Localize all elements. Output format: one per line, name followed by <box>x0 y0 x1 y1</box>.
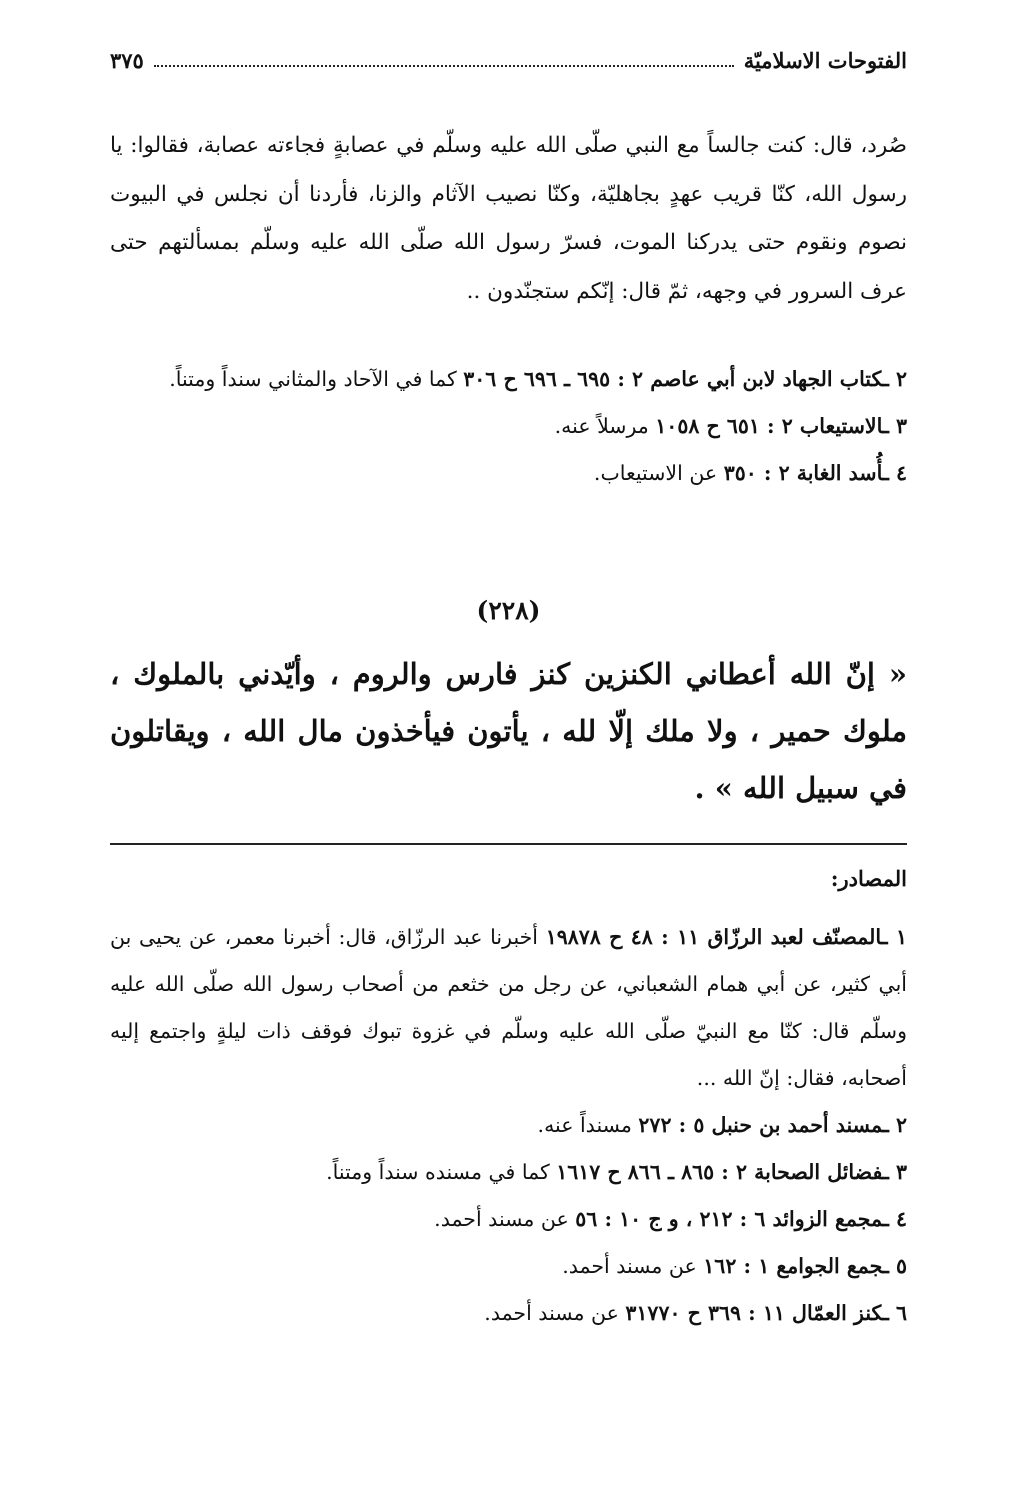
source-item <box>110 1196 907 1243</box>
source-note: كما في مسنده سنداً ومتناً. <box>326 1160 557 1184</box>
source-title: المصنّف لعبد الرزّاق ١١ : ٤٨ ح ١٩٨٧٨ <box>545 925 882 949</box>
source-title: كنز العمّال ١١ : ٣٦٩ ح ٣١٧٧٠ <box>625 1301 883 1325</box>
source-number: ١ ـ <box>881 925 908 949</box>
source-title: كتاب الجهاد لابن أبي عاصم ٢ : ٦٩٥ ـ ٦٩٦ ح ٣٠٦ <box>463 367 883 391</box>
source-number: ٢ ـ <box>882 367 907 391</box>
source-note: عن مسند أحمد. <box>484 1301 626 1325</box>
hadith-text: « إنّ الله أعطاني الكنزين كنز فارس والروم ، وأيّدني بالملوك ، ملوك حمير ، ولا ملك إلّا لله ، يأتون فيأخذون مال الله ، ويقاتلون في سبيل الله » . <box>110 657 907 805</box>
source-number: ٣ ـ <box>882 1160 907 1184</box>
source-title: الاستيعاب ٢ : ٦٥١ ح ١٠٥٨ <box>655 414 883 438</box>
source-note: أخبرنا عبد الرزّاق، قال: أخبرنا معمر، عن يحيى بن أبي كثير، عن أبي همام الشعباني، عن رجل من خثعم من أصحاب رسول الله صلّى الله عليه وسلّم قال: كنّا مع النبيّ صلّى الله عليه وسلّم في غزوة تبوك فوقف ذات ليلةٍ واجتمع إليه أصحابه، فقال: إنّ الله ... <box>110 925 907 1090</box>
source-item <box>110 403 907 450</box>
section-divider <box>110 843 907 845</box>
source-item <box>110 1149 907 1196</box>
source-note: كما في الآحاد والمثاني سنداً ومتناً. <box>169 367 464 391</box>
source-note: عن مسند أحمد. <box>562 1254 704 1278</box>
source-item <box>110 356 907 403</box>
source-number: ٣ ـ <box>882 414 907 438</box>
source-title: مجمع الزوائد ٦ : ٢١٢ ، و ج ١٠ : ٥٦ <box>575 1207 883 1231</box>
source-item <box>110 450 907 497</box>
source-number: ٦ ـ <box>882 1301 907 1325</box>
source-note: مرسلاً عنه. <box>554 414 656 438</box>
header-leader-dots <box>154 65 734 67</box>
sources-heading: المصادر: <box>830 866 907 891</box>
source-title: مسند أحمد بن حنبل ٥ : ٢٧٢ <box>638 1113 883 1137</box>
source-item <box>110 914 907 1102</box>
source-title: أُسد الغابة ٢ : ٣٥٠ <box>723 461 883 485</box>
source-item <box>110 1243 907 1290</box>
source-number: ٢ ـ <box>882 1113 907 1137</box>
page-number: ٣٧٥ <box>110 47 144 73</box>
source-number: ٤ ـ <box>882 461 907 485</box>
source-item <box>110 1102 907 1149</box>
book-title: الفتوحات الاسلاميّة <box>743 47 907 73</box>
sources-list <box>110 914 907 1337</box>
sources-list-previous <box>110 356 907 497</box>
source-note: عن مسند أحمد. <box>434 1207 576 1231</box>
source-number: ٤ ـ <box>882 1207 907 1231</box>
source-note: عن الاستيعاب. <box>593 461 724 485</box>
source-note: مسنداً عنه. <box>537 1113 639 1137</box>
source-title: جمع الجوامع ١ : ١٦٢ <box>703 1254 883 1278</box>
hadith-number: (٢٢٨) <box>476 596 541 625</box>
source-number: ٥ ـ <box>882 1254 907 1278</box>
running-header <box>110 40 907 80</box>
source-item <box>110 1290 907 1337</box>
source-title: فضائل الصحابة ٢ : ٨٦٥ ـ ٨٦٦ ح ١٦١٧ <box>556 1160 883 1184</box>
continued-paragraph: صُرد، قال: كنت جالساً مع النبي صلّى الله عليه وسلّم في عصابةٍ فجاءته عصابة، فقالوا: يا رسول الله، كنّا قريب عهدٍ بجاهليّة، وكنّا نصيب الآثام والزنا، فأردنا أن نجلس في البيوت نصوم ونقوم حتى يدركنا الموت، فسرّ رسول الله صلّى الله عليه وسلّم بمسألتهم حتى عرف السرور في وجهه، ثمّ قال: إنّكم ستجنّدون .. <box>110 133 907 304</box>
